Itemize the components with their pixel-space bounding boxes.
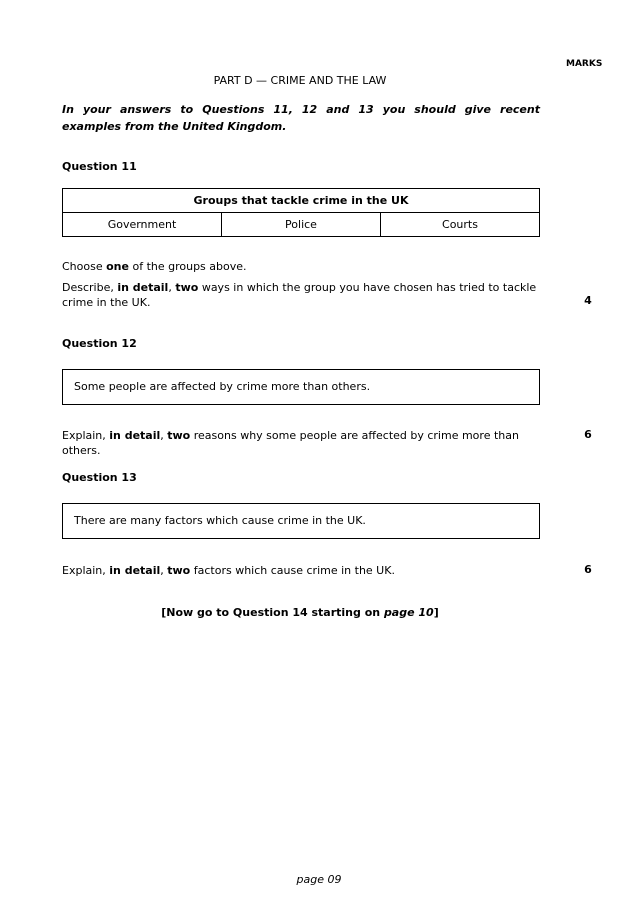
intro-instruction: In your answers to Questions 11, 12 and 13 you should give recent examples from the United Kingdom. <box>62 103 540 133</box>
task-emphasis-two: two <box>175 281 199 294</box>
choose-text-pre: Choose <box>62 260 107 273</box>
next-instruction-page: page 10 <box>383 606 434 619</box>
next-instruction-pre: [Now go to Question 14 starting on <box>161 606 384 619</box>
next-question-instruction <box>0 606 600 619</box>
question-12-marks: 6 <box>584 428 592 441</box>
task-text-mid: , <box>160 429 168 442</box>
choose-text-emphasis: one <box>106 260 129 273</box>
task-emphasis-detail: in detail <box>109 564 161 577</box>
question-13-task <box>62 563 542 578</box>
task-emphasis-two: two <box>167 564 191 577</box>
next-instruction-post: ] <box>433 606 439 619</box>
task-text-pre: Describe, <box>62 281 118 294</box>
group-cell-courts: Courts <box>381 213 540 237</box>
task-text-post: reasons why some people are affected by crime more than others. <box>62 429 519 457</box>
task-emphasis-detail: in detail <box>117 281 169 294</box>
question-13-stimulus-box: There are many factors which cause crime in the UK. <box>62 503 540 539</box>
task-text-pre: Explain, <box>62 429 110 442</box>
task-text-mid: , <box>168 281 176 294</box>
choose-text-post: of the groups above. <box>128 260 247 273</box>
marks-column-header: MARKS <box>566 59 603 69</box>
question-13-heading: Question 13 <box>62 471 137 484</box>
task-text-pre: Explain, <box>62 564 110 577</box>
task-emphasis-detail: in detail <box>109 429 161 442</box>
question-12-stimulus-box: Some people are affected by crime more than others. <box>62 369 540 405</box>
groups-table-title: Groups that tackle crime in the UK <box>63 189 540 213</box>
task-text-mid: , <box>160 564 168 577</box>
question-12-task <box>62 428 542 458</box>
task-emphasis-two: two <box>167 429 191 442</box>
question-11-heading: Question 11 <box>62 160 137 173</box>
group-cell-government: Government <box>63 213 222 237</box>
question-13-marks: 6 <box>584 563 592 576</box>
question-12-heading: Question 12 <box>62 337 137 350</box>
question-11-choose-instruction <box>62 259 542 274</box>
groups-table <box>62 188 540 237</box>
task-text-post: factors which cause crime in the UK. <box>190 564 395 577</box>
question-11-marks: 4 <box>584 294 592 307</box>
part-title: PART D — CRIME AND THE LAW <box>213 74 387 87</box>
page-number: page 09 <box>296 873 342 886</box>
group-cell-police: Police <box>222 213 381 237</box>
task-text-post: ways in which the group you have chosen has tried to tackle crime in the UK. <box>62 281 537 309</box>
question-11-task <box>62 280 542 310</box>
